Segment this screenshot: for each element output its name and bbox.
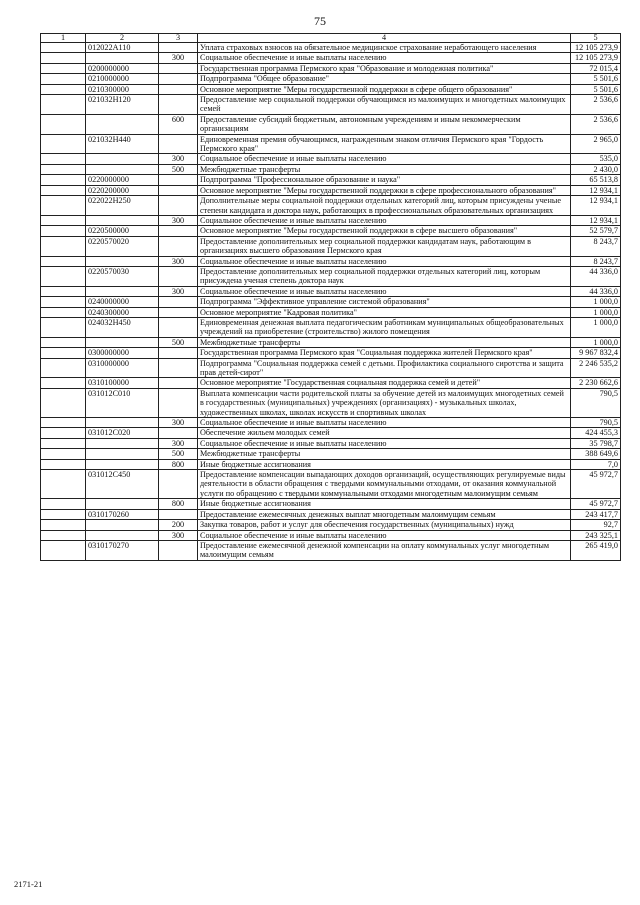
cell-empty xyxy=(41,307,86,317)
cell-name: Социальное обеспечение и иные выплаты населению xyxy=(198,256,571,266)
cell-code xyxy=(86,154,159,164)
table-row xyxy=(41,317,621,337)
cell-empty xyxy=(41,449,86,459)
cell-amount: 5 501,6 xyxy=(571,74,621,84)
cell-amount: 1 000,0 xyxy=(571,297,621,307)
cell-empty xyxy=(41,185,86,195)
cell-expense-type: 500 xyxy=(159,449,198,459)
cell-empty xyxy=(41,226,86,236)
column-header-1: 1 xyxy=(41,34,86,43)
cell-empty xyxy=(41,84,86,94)
table-row xyxy=(41,114,621,134)
cell-expense-type xyxy=(159,388,198,417)
cell-amount: 12 105 273,9 xyxy=(571,43,621,53)
cell-expense-type: 200 xyxy=(159,520,198,530)
cell-empty xyxy=(41,540,86,560)
table-row xyxy=(41,530,621,540)
cell-amount: 2 246 535,2 xyxy=(571,358,621,378)
column-header-2: 2 xyxy=(86,34,159,43)
table-row xyxy=(41,459,621,469)
cell-name: Предоставление мер социальной поддержки обучающимся из малоимущих и многодетных малоимущих семей xyxy=(198,95,571,115)
cell-amount: 424 455,3 xyxy=(571,428,621,438)
cell-name: Подпрограмма "Профессиональное образование и наука" xyxy=(198,175,571,185)
cell-expense-type xyxy=(159,297,198,307)
cell-amount: 2 536,6 xyxy=(571,95,621,115)
cell-name: Государственная программа Пермского края "Социальная поддержка жителей Пермского края" xyxy=(198,348,571,358)
cell-code: 022022H250 xyxy=(86,196,159,216)
cell-empty xyxy=(41,196,86,216)
cell-empty xyxy=(41,348,86,358)
table-row xyxy=(41,53,621,63)
cell-empty xyxy=(41,418,86,428)
table-row xyxy=(41,428,621,438)
cell-empty xyxy=(41,388,86,417)
cell-code: 0220570030 xyxy=(86,266,159,286)
cell-amount: 1 000,0 xyxy=(571,317,621,337)
cell-amount: 2 430,0 xyxy=(571,164,621,174)
cell-code: 0310000000 xyxy=(86,358,159,378)
cell-name: Межбюджетные трансферты xyxy=(198,164,571,174)
cell-name: Основное мероприятие "Кадровая политика" xyxy=(198,307,571,317)
cell-code: 0240300000 xyxy=(86,307,159,317)
cell-code xyxy=(86,337,159,347)
cell-name: Основное мероприятие "Меры государственной поддержки в сфере профессионального образования" xyxy=(198,185,571,195)
cell-code: 012022A110 xyxy=(86,43,159,53)
cell-expense-type xyxy=(159,317,198,337)
cell-empty xyxy=(41,438,86,448)
cell-code: 0210300000 xyxy=(86,84,159,94)
table-row xyxy=(41,84,621,94)
cell-code: 021032H440 xyxy=(86,134,159,154)
cell-expense-type xyxy=(159,185,198,195)
cell-empty xyxy=(41,317,86,337)
cell-name: Основное мероприятие "Меры государственной поддержки в сфере высшего образования" xyxy=(198,226,571,236)
cell-code: 0210000000 xyxy=(86,74,159,84)
cell-amount: 12 105 273,9 xyxy=(571,53,621,63)
cell-expense-type: 300 xyxy=(159,286,198,296)
cell-code xyxy=(86,164,159,174)
table-header-row xyxy=(41,34,621,43)
cell-empty xyxy=(41,530,86,540)
cell-expense-type xyxy=(159,74,198,84)
table-row xyxy=(41,388,621,417)
cell-expense-type xyxy=(159,358,198,378)
table-row xyxy=(41,236,621,256)
cell-name: Иные бюджетные ассигнования xyxy=(198,459,571,469)
table-row xyxy=(41,540,621,560)
cell-name: Предоставление дополнительных мер социальной поддержки кандидатам наук, работающим в организациях высшего образования Пермского края xyxy=(198,236,571,256)
cell-expense-type: 500 xyxy=(159,164,198,174)
cell-empty xyxy=(41,499,86,509)
cell-code: 0220500000 xyxy=(86,226,159,236)
cell-name: Социальное обеспечение и иные выплаты населению xyxy=(198,418,571,428)
cell-empty xyxy=(41,236,86,256)
cell-amount: 35 798,7 xyxy=(571,438,621,448)
cell-expense-type xyxy=(159,63,198,73)
cell-empty xyxy=(41,470,86,499)
cell-code: 0310170270 xyxy=(86,540,159,560)
cell-name: Социальное обеспечение и иные выплаты населению xyxy=(198,215,571,225)
cell-expense-type: 300 xyxy=(159,53,198,63)
cell-empty xyxy=(41,378,86,388)
table-row xyxy=(41,358,621,378)
table-row xyxy=(41,297,621,307)
table-row xyxy=(41,348,621,358)
cell-expense-type xyxy=(159,428,198,438)
table-row xyxy=(41,266,621,286)
cell-code: 024032H450 xyxy=(86,317,159,337)
cell-empty xyxy=(41,114,86,134)
cell-amount: 1 000,0 xyxy=(571,307,621,317)
cell-amount: 52 579,7 xyxy=(571,226,621,236)
table-row xyxy=(41,226,621,236)
cell-code xyxy=(86,438,159,448)
cell-expense-type xyxy=(159,470,198,499)
cell-empty xyxy=(41,297,86,307)
cell-amount: 12 934,1 xyxy=(571,215,621,225)
cell-code xyxy=(86,530,159,540)
cell-amount: 8 243,7 xyxy=(571,236,621,256)
table-row xyxy=(41,520,621,530)
cell-name: Единовременная денежная выплата педагогическим работникам муниципальных общеобразовательных учреждений на приобретение (строительство) жилого помещения xyxy=(198,317,571,337)
cell-code xyxy=(86,499,159,509)
table-row xyxy=(41,337,621,347)
table-row xyxy=(41,154,621,164)
cell-name: Предоставление дополнительных мер социальной поддержки отдельных категорий лиц, которым присуждена ученая степень доктора наук xyxy=(198,266,571,286)
cell-name: Предоставление субсидий бюджетным, автономным учреждениям и иным некоммерческим организациям xyxy=(198,114,571,134)
cell-empty xyxy=(41,63,86,73)
table-row xyxy=(41,378,621,388)
cell-empty xyxy=(41,256,86,266)
cell-code xyxy=(86,114,159,134)
table-row xyxy=(41,175,621,185)
cell-expense-type: 300 xyxy=(159,215,198,225)
cell-expense-type xyxy=(159,84,198,94)
cell-empty xyxy=(41,95,86,115)
cell-name: Выплата компенсации части родительской платы за обучение детей из малоимущих многодетных семей в государственных (муниципальных) учреждениях (организациях) - музыкальных школах, художественных школах, школах искусств и спортивных школах xyxy=(198,388,571,417)
cell-expense-type xyxy=(159,509,198,519)
cell-code: 031012C020 xyxy=(86,428,159,438)
cell-empty xyxy=(41,509,86,519)
cell-empty xyxy=(41,74,86,84)
cell-code: 021032H120 xyxy=(86,95,159,115)
cell-expense-type xyxy=(159,134,198,154)
cell-amount: 535,0 xyxy=(571,154,621,164)
cell-empty xyxy=(41,134,86,154)
cell-amount: 2 230 662,6 xyxy=(571,378,621,388)
cell-amount: 2 965,0 xyxy=(571,134,621,154)
cell-empty xyxy=(41,164,86,174)
cell-name: Уплата страховых взносов на обязательное медицинское страхование неработающего населения xyxy=(198,43,571,53)
cell-name: Единовременная премия обучающимся, награжденным знаком отличия Пермского края "Гордость Пермского края" xyxy=(198,134,571,154)
cell-amount: 790,5 xyxy=(571,418,621,428)
table-row xyxy=(41,286,621,296)
column-header-5: 5 xyxy=(571,34,621,43)
cell-expense-type xyxy=(159,378,198,388)
cell-expense-type: 800 xyxy=(159,499,198,509)
cell-code: 0310100000 xyxy=(86,378,159,388)
cell-amount: 2 536,6 xyxy=(571,114,621,134)
cell-amount: 243 325,1 xyxy=(571,530,621,540)
cell-expense-type: 500 xyxy=(159,337,198,347)
cell-amount: 72 015,4 xyxy=(571,63,621,73)
cell-amount: 44 336,0 xyxy=(571,266,621,286)
cell-name: Межбюджетные трансферты xyxy=(198,337,571,347)
cell-code: 031012C010 xyxy=(86,388,159,417)
cell-name: Дополнительные меры социальной поддержки отдельных категорий лиц, которым присуждены ученые степени кандидата и доктора наук, работающих в профессиональных образовательных организациях xyxy=(198,196,571,216)
cell-name: Социальное обеспечение и иные выплаты населению xyxy=(198,154,571,164)
cell-code xyxy=(86,53,159,63)
cell-code: 031012C450 xyxy=(86,470,159,499)
table-row xyxy=(41,43,621,53)
table-row xyxy=(41,196,621,216)
cell-amount: 388 649,6 xyxy=(571,449,621,459)
cell-expense-type xyxy=(159,307,198,317)
table-row xyxy=(41,63,621,73)
cell-expense-type: 300 xyxy=(159,154,198,164)
cell-expense-type xyxy=(159,43,198,53)
cell-expense-type xyxy=(159,266,198,286)
cell-expense-type xyxy=(159,540,198,560)
cell-name: Социальное обеспечение и иные выплаты населению xyxy=(198,53,571,63)
table-row xyxy=(41,449,621,459)
cell-name: Основное мероприятие "Меры государственной поддержки в сфере общего образования" xyxy=(198,84,571,94)
document-code: 2171-21 xyxy=(14,879,43,889)
cell-amount: 1 000,0 xyxy=(571,337,621,347)
cell-code: 0220200000 xyxy=(86,185,159,195)
table-row xyxy=(41,499,621,509)
cell-empty xyxy=(41,286,86,296)
table-row xyxy=(41,185,621,195)
cell-code: 0220570020 xyxy=(86,236,159,256)
cell-code: 0300000000 xyxy=(86,348,159,358)
cell-expense-type xyxy=(159,236,198,256)
cell-empty xyxy=(41,337,86,347)
cell-code xyxy=(86,449,159,459)
table-row xyxy=(41,307,621,317)
cell-amount: 7,0 xyxy=(571,459,621,469)
cell-empty xyxy=(41,266,86,286)
cell-name: Предоставление ежемесячных денежных выплат многодетным малоимущим семьям xyxy=(198,509,571,519)
table-row xyxy=(41,418,621,428)
cell-amount: 265 419,0 xyxy=(571,540,621,560)
cell-amount: 790,5 xyxy=(571,388,621,417)
cell-expense-type: 300 xyxy=(159,438,198,448)
cell-empty xyxy=(41,43,86,53)
cell-empty xyxy=(41,53,86,63)
cell-amount: 12 934,1 xyxy=(571,185,621,195)
cell-amount: 12 934,1 xyxy=(571,196,621,216)
cell-code xyxy=(86,520,159,530)
table-row xyxy=(41,74,621,84)
cell-code xyxy=(86,256,159,266)
cell-expense-type xyxy=(159,196,198,216)
cell-amount: 45 972,7 xyxy=(571,470,621,499)
cell-name: Социальное обеспечение и иные выплаты населению xyxy=(198,530,571,540)
cell-code xyxy=(86,215,159,225)
cell-expense-type xyxy=(159,95,198,115)
cell-empty xyxy=(41,358,86,378)
table-body xyxy=(41,43,621,561)
cell-amount: 65 513,8 xyxy=(571,175,621,185)
cell-amount: 44 336,0 xyxy=(571,286,621,296)
cell-expense-type xyxy=(159,226,198,236)
table-row xyxy=(41,470,621,499)
cell-code: 0310170260 xyxy=(86,509,159,519)
cell-empty xyxy=(41,175,86,185)
cell-code: 0240000000 xyxy=(86,297,159,307)
cell-expense-type xyxy=(159,348,198,358)
cell-code xyxy=(86,286,159,296)
cell-expense-type: 300 xyxy=(159,256,198,266)
cell-name: Межбюджетные трансферты xyxy=(198,449,571,459)
cell-name: Государственная программа Пермского края "Образование и молодежная политика" xyxy=(198,63,571,73)
cell-amount: 5 501,6 xyxy=(571,84,621,94)
cell-name: Обеспечение жильем молодых семей xyxy=(198,428,571,438)
cell-name: Социальное обеспечение и иные выплаты населению xyxy=(198,438,571,448)
table-row xyxy=(41,256,621,266)
cell-amount: 8 243,7 xyxy=(571,256,621,266)
column-header-3: 3 xyxy=(159,34,198,43)
cell-empty xyxy=(41,520,86,530)
cell-name: Иные бюджетные ассигнования xyxy=(198,499,571,509)
cell-name: Подпрограмма "Социальная поддержка семей с детьми. Профилактика социального сиротства и защита прав детей-сирот" xyxy=(198,358,571,378)
cell-name: Закупка товаров, работ и услуг для обеспечения государственных (муниципальных) нужд xyxy=(198,520,571,530)
cell-expense-type: 300 xyxy=(159,530,198,540)
cell-empty xyxy=(41,459,86,469)
table-row xyxy=(41,164,621,174)
cell-amount: 9 967 832,4 xyxy=(571,348,621,358)
cell-empty xyxy=(41,428,86,438)
cell-expense-type: 800 xyxy=(159,459,198,469)
table-row xyxy=(41,438,621,448)
cell-name: Предоставление компенсации выпадающих доходов организаций, осуществляющих регулируемые виды деятельности в области обращения с твердыми коммунальными отходами, от оказания коммунальной услуги по обращению с твердыми коммунальными отходами многодетным малоимущим семьям xyxy=(198,470,571,499)
cell-code xyxy=(86,459,159,469)
table-row xyxy=(41,215,621,225)
cell-expense-type: 300 xyxy=(159,418,198,428)
cell-name: Предоставление ежемесячной денежной компенсации на оплату коммунальных услуг многодетным малоимущим семьям xyxy=(198,540,571,560)
cell-name: Подпрограмма "Эффективное управление системой образования" xyxy=(198,297,571,307)
table-row xyxy=(41,509,621,519)
cell-expense-type xyxy=(159,175,198,185)
cell-code: 0200000000 xyxy=(86,63,159,73)
page-number: 75 xyxy=(314,14,326,28)
cell-amount: 92,7 xyxy=(571,520,621,530)
table-row xyxy=(41,95,621,115)
cell-code: 0220000000 xyxy=(86,175,159,185)
cell-expense-type: 600 xyxy=(159,114,198,134)
cell-name: Основное мероприятие "Государственная социальная поддержка семей и детей" xyxy=(198,378,571,388)
budget-table xyxy=(40,33,621,561)
column-header-4: 4 xyxy=(198,34,571,43)
cell-empty xyxy=(41,154,86,164)
cell-name: Подпрограмма "Общее образование" xyxy=(198,74,571,84)
cell-amount: 45 972,7 xyxy=(571,499,621,509)
cell-code xyxy=(86,418,159,428)
table-row xyxy=(41,134,621,154)
cell-empty xyxy=(41,215,86,225)
cell-amount: 243 417,7 xyxy=(571,509,621,519)
cell-name: Социальное обеспечение и иные выплаты населению xyxy=(198,286,571,296)
